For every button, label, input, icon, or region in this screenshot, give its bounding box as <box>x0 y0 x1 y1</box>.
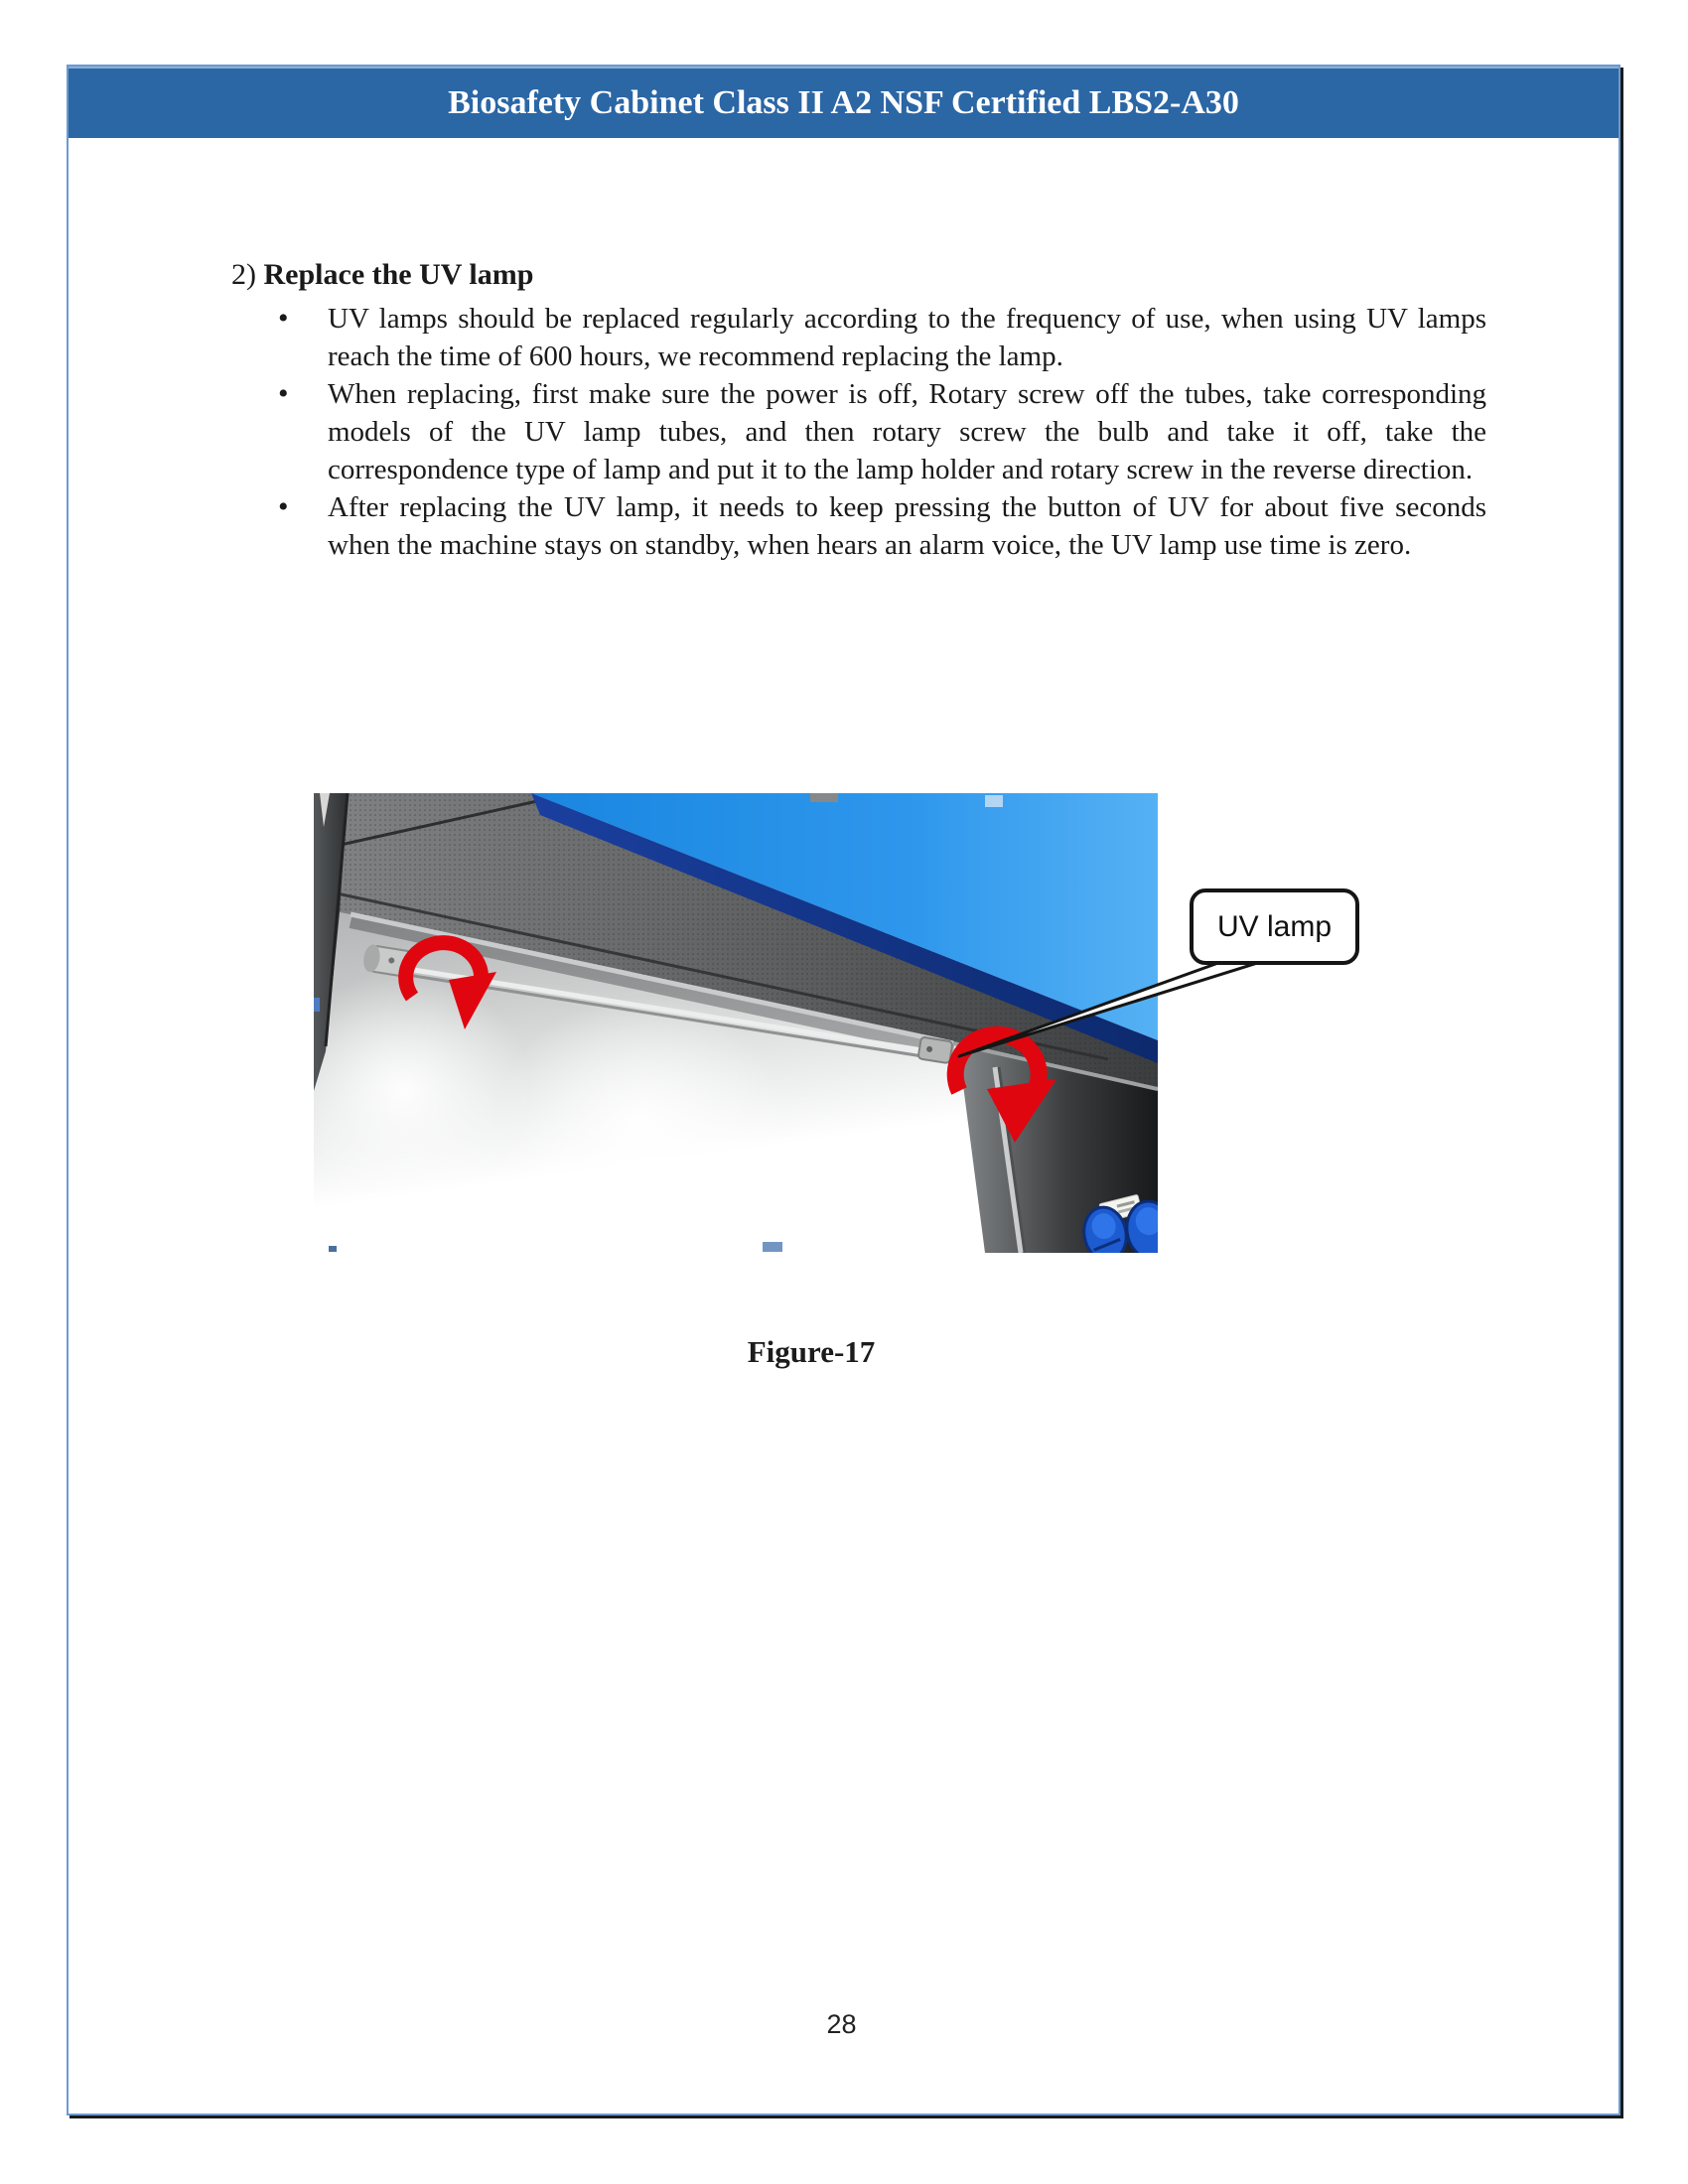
uv-lamp-callout <box>1190 888 1359 965</box>
left-blue-speck <box>314 998 320 1012</box>
page-title: Biosafety Cabinet Class II A2 NSF Certified LBS2-A30 <box>448 84 1239 121</box>
top-vent-mark <box>810 793 838 802</box>
bottom-dot <box>329 1246 337 1252</box>
section-number: 2) <box>231 258 264 291</box>
bullet-item: • UV lamps should be replaced regularly according to the frequency of use, when using UV lamps reach the time of 600 hours, we recommend replacing the lamp. <box>234 300 1486 375</box>
callout-label: UV lamp <box>1216 909 1333 943</box>
figure-caption: Figure-17 <box>747 1334 876 1369</box>
bottom-blue-mark <box>763 1242 782 1252</box>
bullet-item: • When replacing, first make sure the power is off, Rotary screw off the tubes, take corresponding models of the UV lamp tubes, and then rotary screw the bulb and take it off, take the correspondence type of lamp and put it to the lamp holder and rotary screw in the reverse direction. <box>234 375 1486 488</box>
page-number: 28 <box>826 2009 857 2039</box>
section-heading-text: Replace the UV lamp <box>263 258 534 291</box>
wall-highlight <box>492 997 790 1253</box>
header-bar <box>69 67 1618 138</box>
top-light-mark <box>985 795 1003 807</box>
section-heading <box>231 256 533 294</box>
bullet-item: • After replacing the UV lamp, it needs to keep pressing the button of UV for about five seconds when the machine stays on standby, when hears an alarm voice, the UV lamp use time is zero. <box>234 488 1486 564</box>
bullet-list <box>234 300 1486 564</box>
